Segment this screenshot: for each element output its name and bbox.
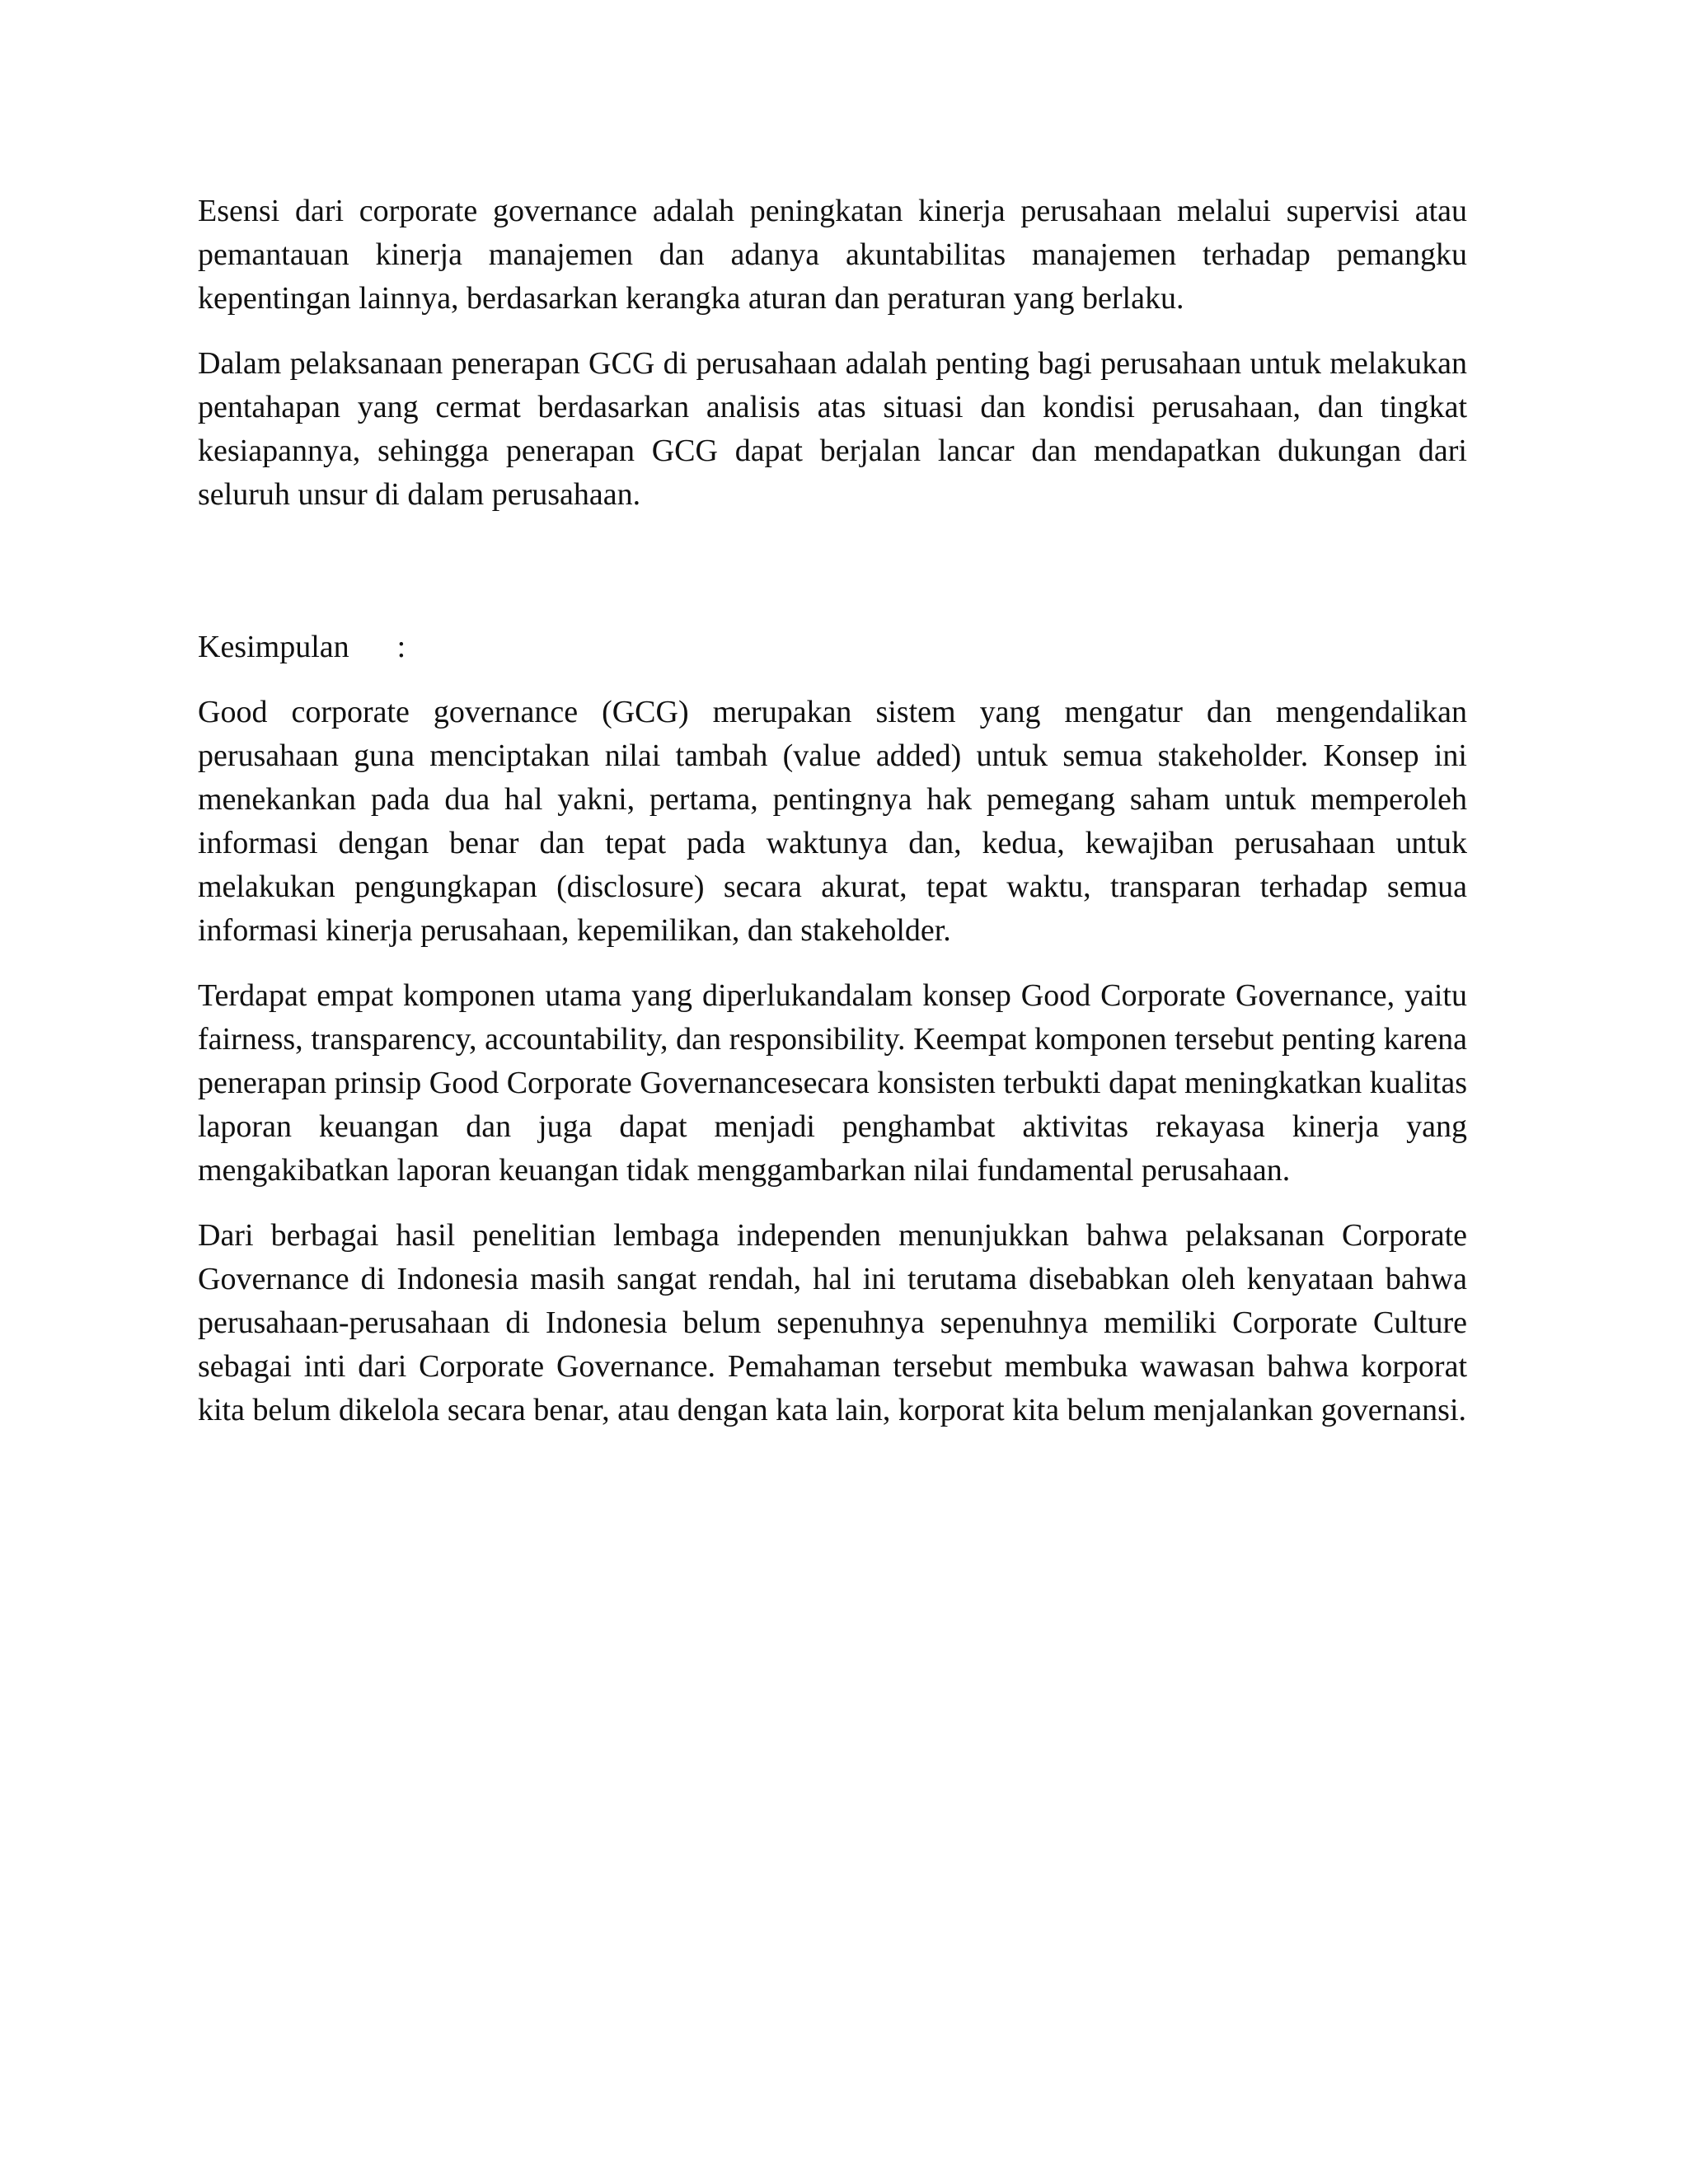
section-spacer [198, 538, 1467, 626]
paragraph-gcg-indonesia: Dari berbagai hasil penelitian lembaga independen menunjukkan bahwa pelaksanan Corporate Governance di Indonesia masih sangat rendah, hal ini terutama disebabkan oleh kenyataan bahwa perusahaan-perusahaan di Indonesia belum sepenuhnya sepenuhnya memiliki Corporate Culture sebagai inti dari Corporate Governance. Pemahaman tersebut membuka wawasan bahwa korporat kita belum dikelola secara benar, atau dengan kata lain, korporat kita belum menjalankan governansi. [198, 1218, 1467, 1427]
conclusion-heading-separator: : [396, 630, 406, 664]
paragraph-gcg-components: Terdapat empat komponen utama yang diperlukandalam konsep Good Corporate Governance, yaitu fairness, transparency, accountability, dan responsibility. Keempat komponen tersebut penting karena penerapan prinsip Good Corporate Governancesecara konsisten terbukti dapat meningkatkan kualitas laporan keuangan dan juga dapat menjadi penghambat aktivitas rekayasa kinerja yang mengakibatkan laporan keuangan tidak menggambarkan nilai fundamental perusahaan. [198, 978, 1467, 1188]
document-page [198, 190, 1467, 1454]
paragraph-gcg-definition: Good corporate governance (GCG) merupakan sistem yang mengatur dan mengendalikan perusahaan guna menciptakan nilai tambah (value added) untuk semua stakeholder. Konsep ini menekankan pada dua hal yakni, pertama, pentingnya hak pemegang saham untuk memperoleh informasi dengan benar dan tepat pada waktunya dan, kedua, kewajiban perusahaan untuk melakukan pengungkapan (disclosure) secara akurat, tepat waktu, transparan terhadap semua informasi kinerja perusahaan, kepemilikan, dan stakeholder. [198, 695, 1467, 948]
conclusion-heading-label: Kesimpulan [198, 630, 349, 664]
paragraph-corporate-governance-essence: Esensi dari corporate governance adalah peningkatan kinerja perusahaan melalui supervisi atau pemantauan kinerja manajemen dan adanya akuntabilitas manajemen terhadap pemangku kepentingan lainnya, berdasarkan kerangka aturan dan peraturan yang berlaku. [198, 194, 1467, 316]
paragraph-gcg-implementation: Dalam pelaksanaan penerapan GCG di perusahaan adalah penting bagi perusahaan untuk melakukan pentahapan yang cermat berdasarkan analisis atas situasi dan kondisi perusahaan, dan tingkat kesiapannya, sehingga penerapan GCG dapat berjalan lancar dan mendapatkan dukungan dari seluruh unsur di dalam perusahaan. [198, 346, 1467, 512]
conclusion-heading [198, 626, 1467, 669]
